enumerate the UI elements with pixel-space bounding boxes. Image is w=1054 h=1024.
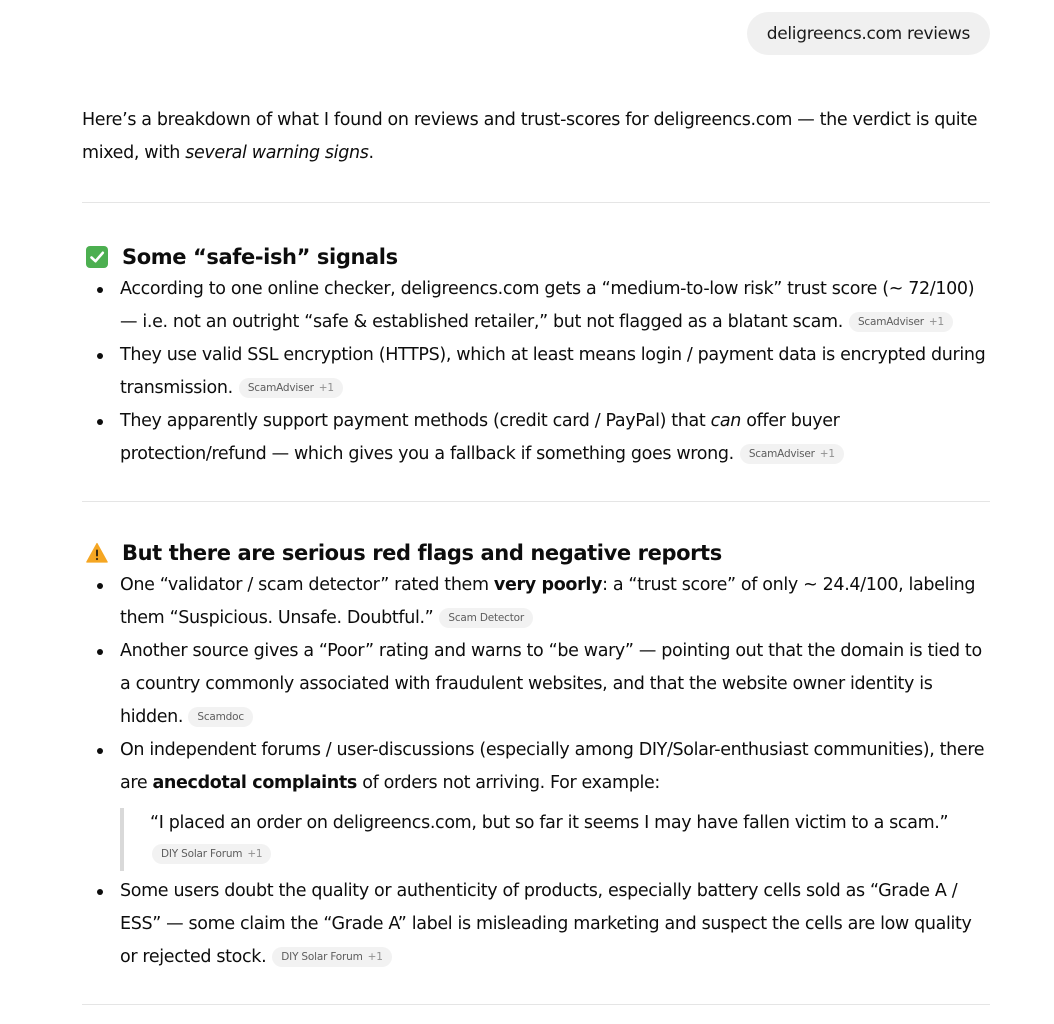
section-safe-signals (82, 241, 990, 471)
item-emphasis: can (710, 411, 742, 431)
source-more-count: +1 (247, 848, 263, 860)
source-citation-chip[interactable] (740, 444, 844, 464)
user-message-bubble (747, 12, 990, 55)
quote-text: “I placed an order on deligreencs.com, but so far it seems I may have fallen victim to a scam.” (150, 813, 949, 833)
list-item (82, 569, 990, 635)
check-mark-button-icon (86, 246, 108, 268)
item-text: One “validator / scam detector” rated them (120, 575, 494, 595)
list-item (82, 273, 990, 339)
section-heading (82, 537, 990, 569)
section-divider (82, 1004, 990, 1005)
item-text: According to one online checker, deligreencs.com gets a “medium-to-low risk” trust score (~ 72/100) — i.e. not an outright “safe & established retailer,” but not flagged as a blatant scam. (120, 279, 975, 332)
assistant-response (82, 104, 990, 1005)
section-red-flags (82, 537, 990, 974)
source-more-count: +1 (928, 316, 944, 328)
source-citation-chip[interactable] (849, 312, 953, 332)
item-text: offer buyer protection/refund — which gives you a fallback if something goes wrong. (120, 411, 840, 464)
section-divider (82, 202, 990, 203)
source-citation-chip[interactable] (239, 378, 343, 398)
intro-text: Here’s a breakdown of what I found on reviews and trust-scores for deligreencs.com — the verdict is quite mixed, with (82, 110, 978, 163)
list-item (82, 405, 990, 471)
section-title: Some “safe-ish” signals (122, 245, 398, 269)
intro-paragraph (82, 104, 990, 170)
source-more-count: +1 (367, 951, 383, 963)
item-strong: anecdotal complaints (152, 773, 357, 793)
source-name: ScamAdviser (748, 448, 815, 460)
item-text: They apparently support payment methods (credit card / PayPal) that (120, 411, 711, 431)
source-citation-chip[interactable] (152, 844, 271, 864)
section-heading (82, 241, 990, 273)
user-quote (120, 808, 990, 871)
source-citation-chip[interactable] (272, 947, 391, 967)
source-name: Scam Detector (448, 612, 524, 624)
item-text: Some users doubt the quality or authenticity of products, especially battery cells sold as “Grade A / ESS” — some claim the “Grade A” label is misleading marketing and suspect the cells are low quality or rejected stock. (120, 881, 972, 967)
intro-emphasis: several warning signs (185, 143, 369, 163)
list-item (82, 875, 990, 974)
item-text: Another source gives a “Poor” rating and warns to “be wary” — pointing out that the domain is tied to a country commonly associated with fraudulent websites, and that the website owner identity is hidden. (120, 641, 982, 727)
source-name: ScamAdviser (247, 382, 314, 394)
source-citation-chip[interactable] (439, 608, 533, 628)
warning-icon (86, 542, 108, 564)
source-more-count: +1 (318, 382, 334, 394)
source-name: ScamAdviser (857, 316, 924, 328)
section-divider (82, 501, 990, 502)
source-name: Scamdoc (197, 711, 244, 723)
source-name: DIY Solar Forum (281, 951, 363, 963)
bullet-list (82, 273, 990, 471)
item-strong: very poorly (493, 575, 603, 595)
list-item (82, 734, 990, 871)
source-citation-chip[interactable] (188, 707, 253, 727)
intro-text-end: . (368, 143, 374, 163)
user-message-text: deligreencs.com reviews (766, 23, 970, 44)
source-more-count: +1 (819, 448, 835, 460)
item-text: of orders not arriving. For example: (357, 773, 660, 793)
list-item (82, 339, 990, 405)
item-text: On independent forums / user-discussions (especially among DIY/Solar-enthusiast communities), there are (120, 740, 985, 793)
list-item (82, 635, 990, 734)
item-text: : a “trust score” of only ~ 24.4/100, labeling them “Suspicious. Unsafe. Doubtful.” (120, 575, 976, 628)
source-name: DIY Solar Forum (161, 848, 243, 860)
item-text: They use valid SSL encryption (HTTPS), which at least means login / payment data is encrypted during transmission. (120, 345, 986, 398)
section-title: But there are serious red flags and negative reports (122, 541, 722, 565)
bullet-list (82, 569, 990, 974)
